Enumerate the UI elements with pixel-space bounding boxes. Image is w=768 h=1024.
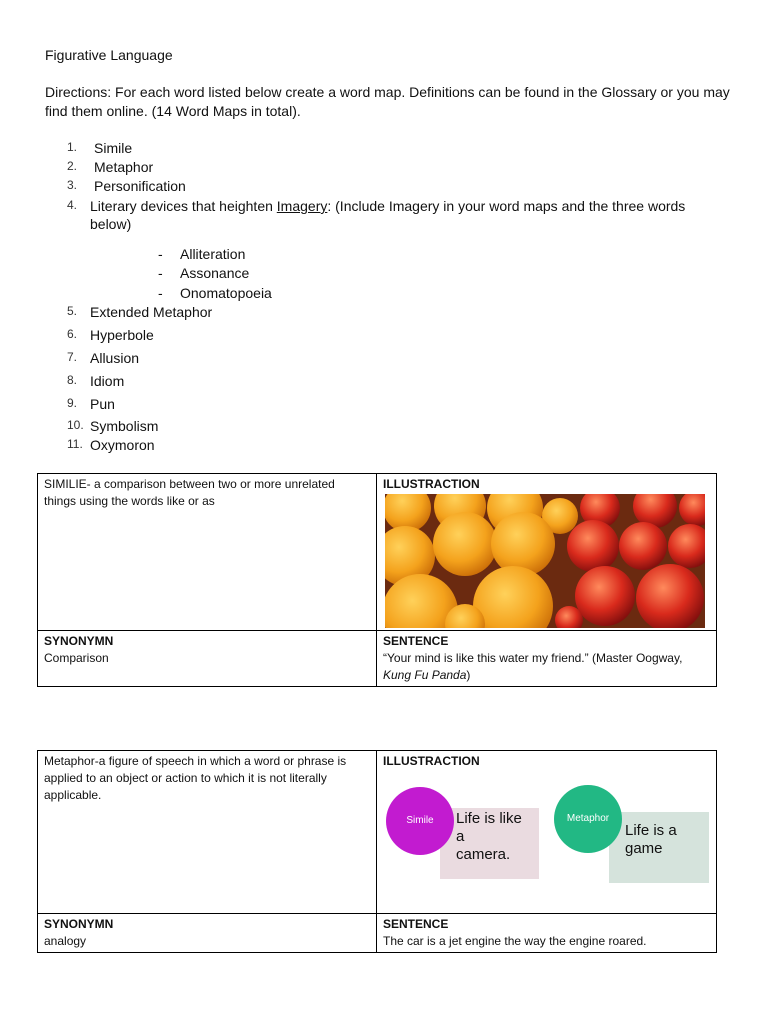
fruit-image — [385, 494, 705, 628]
simile-circle: Simile — [386, 787, 454, 855]
oranges — [385, 494, 578, 628]
list-text: Personification — [94, 178, 186, 194]
synonym-text: Comparison — [44, 651, 109, 665]
definition-text: SIMILIE- a comparison between two or more unrelated things using the words like or as — [44, 477, 335, 508]
synonym-label: SYNONYMN — [44, 917, 114, 931]
list-number: 3. — [67, 178, 78, 192]
sentence-cell — [377, 631, 717, 687]
document-page: Figurative Language Directions: For each word listed below create a word map. Definitions can be found in the Glossary or you may find them online. (14 Word Maps in total). 1. Simile 2. Metaphor 3. Personification 4. Literary devices that heighten Imagery: (Include Imagery in your word maps and the three words below) - Alliteration - Assonance - Onomatopoeia 5. Extended Metaphor 6. Hyperbole 7. Allusion 8. Idiom 9. Pun 10. Symbolism 11. Oxymoron SIMILIE- a comparison between two or more unrelated things using the words like or as ILLUSTRACTION SYNONYMN Comparison SENTENCE “Your mind is like this water my friend.” (Master Oogway, Kung Fu Panda) Metaphor-a figure of speech in which a word or phrase is applied to an object or action to which it is not literally applicable. ILLUSTRACTION Life is like a camera. Simile Life is a game Metaphor SYNONYMN analogy SENTENCE The car is a jet engine the way the engine roared. — [0, 0, 768, 1024]
illustration-cell — [377, 751, 717, 914]
metaphor-word-map — [37, 750, 717, 953]
definition-cell — [38, 474, 377, 631]
list-text: Literary devices that heighten Imagery: (Include Imagery in your word maps and the three words — [90, 198, 686, 214]
sentence-text: “Your mind is like this water my friend.” (Master Oogway, Kung Fu Panda) — [383, 651, 683, 682]
list-text: Symbolism — [90, 418, 159, 434]
list-number: 5. — [67, 304, 78, 318]
document-title: Figurative Language — [45, 47, 173, 63]
list-text: Oxymoron — [90, 437, 155, 453]
synonym-text: analogy — [44, 934, 87, 948]
sentence-label: SENTENCE — [383, 917, 449, 931]
metaphor-circle: Metaphor — [554, 785, 622, 853]
list-text: Simile — [94, 140, 133, 156]
simile-word-map — [37, 473, 717, 687]
list-number: 6. — [67, 327, 78, 341]
metaphor-card: Life is a game — [609, 812, 709, 883]
list-number: 8. — [67, 373, 78, 387]
simile-card: Life is like a camera. — [440, 808, 539, 879]
illustration-label: ILLUSTRACTION — [383, 754, 480, 768]
list-text: Idiom — [90, 373, 125, 389]
definition-text: Metaphor-a figure of speech in which a word or phrase is applied to an object or action to which it is not literally applicable. — [44, 754, 347, 802]
definition-cell — [38, 751, 377, 914]
list-text: Extended Metaphor — [90, 304, 213, 320]
synonym-cell — [38, 631, 377, 687]
list-text: Metaphor — [94, 159, 154, 175]
list-number: 4. — [67, 198, 78, 212]
imagery-underlined: Imagery — [276, 198, 328, 214]
sentence-cell — [377, 914, 717, 953]
list-number: 7. — [67, 350, 78, 364]
list-text: Allusion — [90, 350, 140, 366]
illustration-cell — [377, 474, 717, 631]
list-number: 1. — [67, 140, 78, 154]
sentence-label: SENTENCE — [383, 634, 449, 648]
list-number: 11. — [67, 437, 83, 451]
list-number: 10. — [67, 418, 84, 432]
list-number: 9. — [67, 396, 78, 410]
illustration-label: ILLUSTRACTION — [383, 477, 480, 491]
synonym-cell — [38, 914, 377, 953]
sentence-text: The car is a jet engine the way the engine roared. — [383, 934, 647, 948]
list-text: Hyperbole — [90, 327, 154, 343]
simile-metaphor-graphic — [383, 770, 708, 900]
synonym-label: SYNONYMN — [44, 634, 114, 648]
list-number: 2. — [67, 159, 78, 173]
list-text: Pun — [90, 396, 115, 412]
list-text: below) — [90, 216, 132, 232]
directions-text: Directions: For each word listed below create a word map. Definitions can be found in the Glossary or you may find them online. (14 Word Maps in total). — [45, 84, 730, 119]
sentence-source: Kung Fu Panda — [383, 668, 467, 682]
